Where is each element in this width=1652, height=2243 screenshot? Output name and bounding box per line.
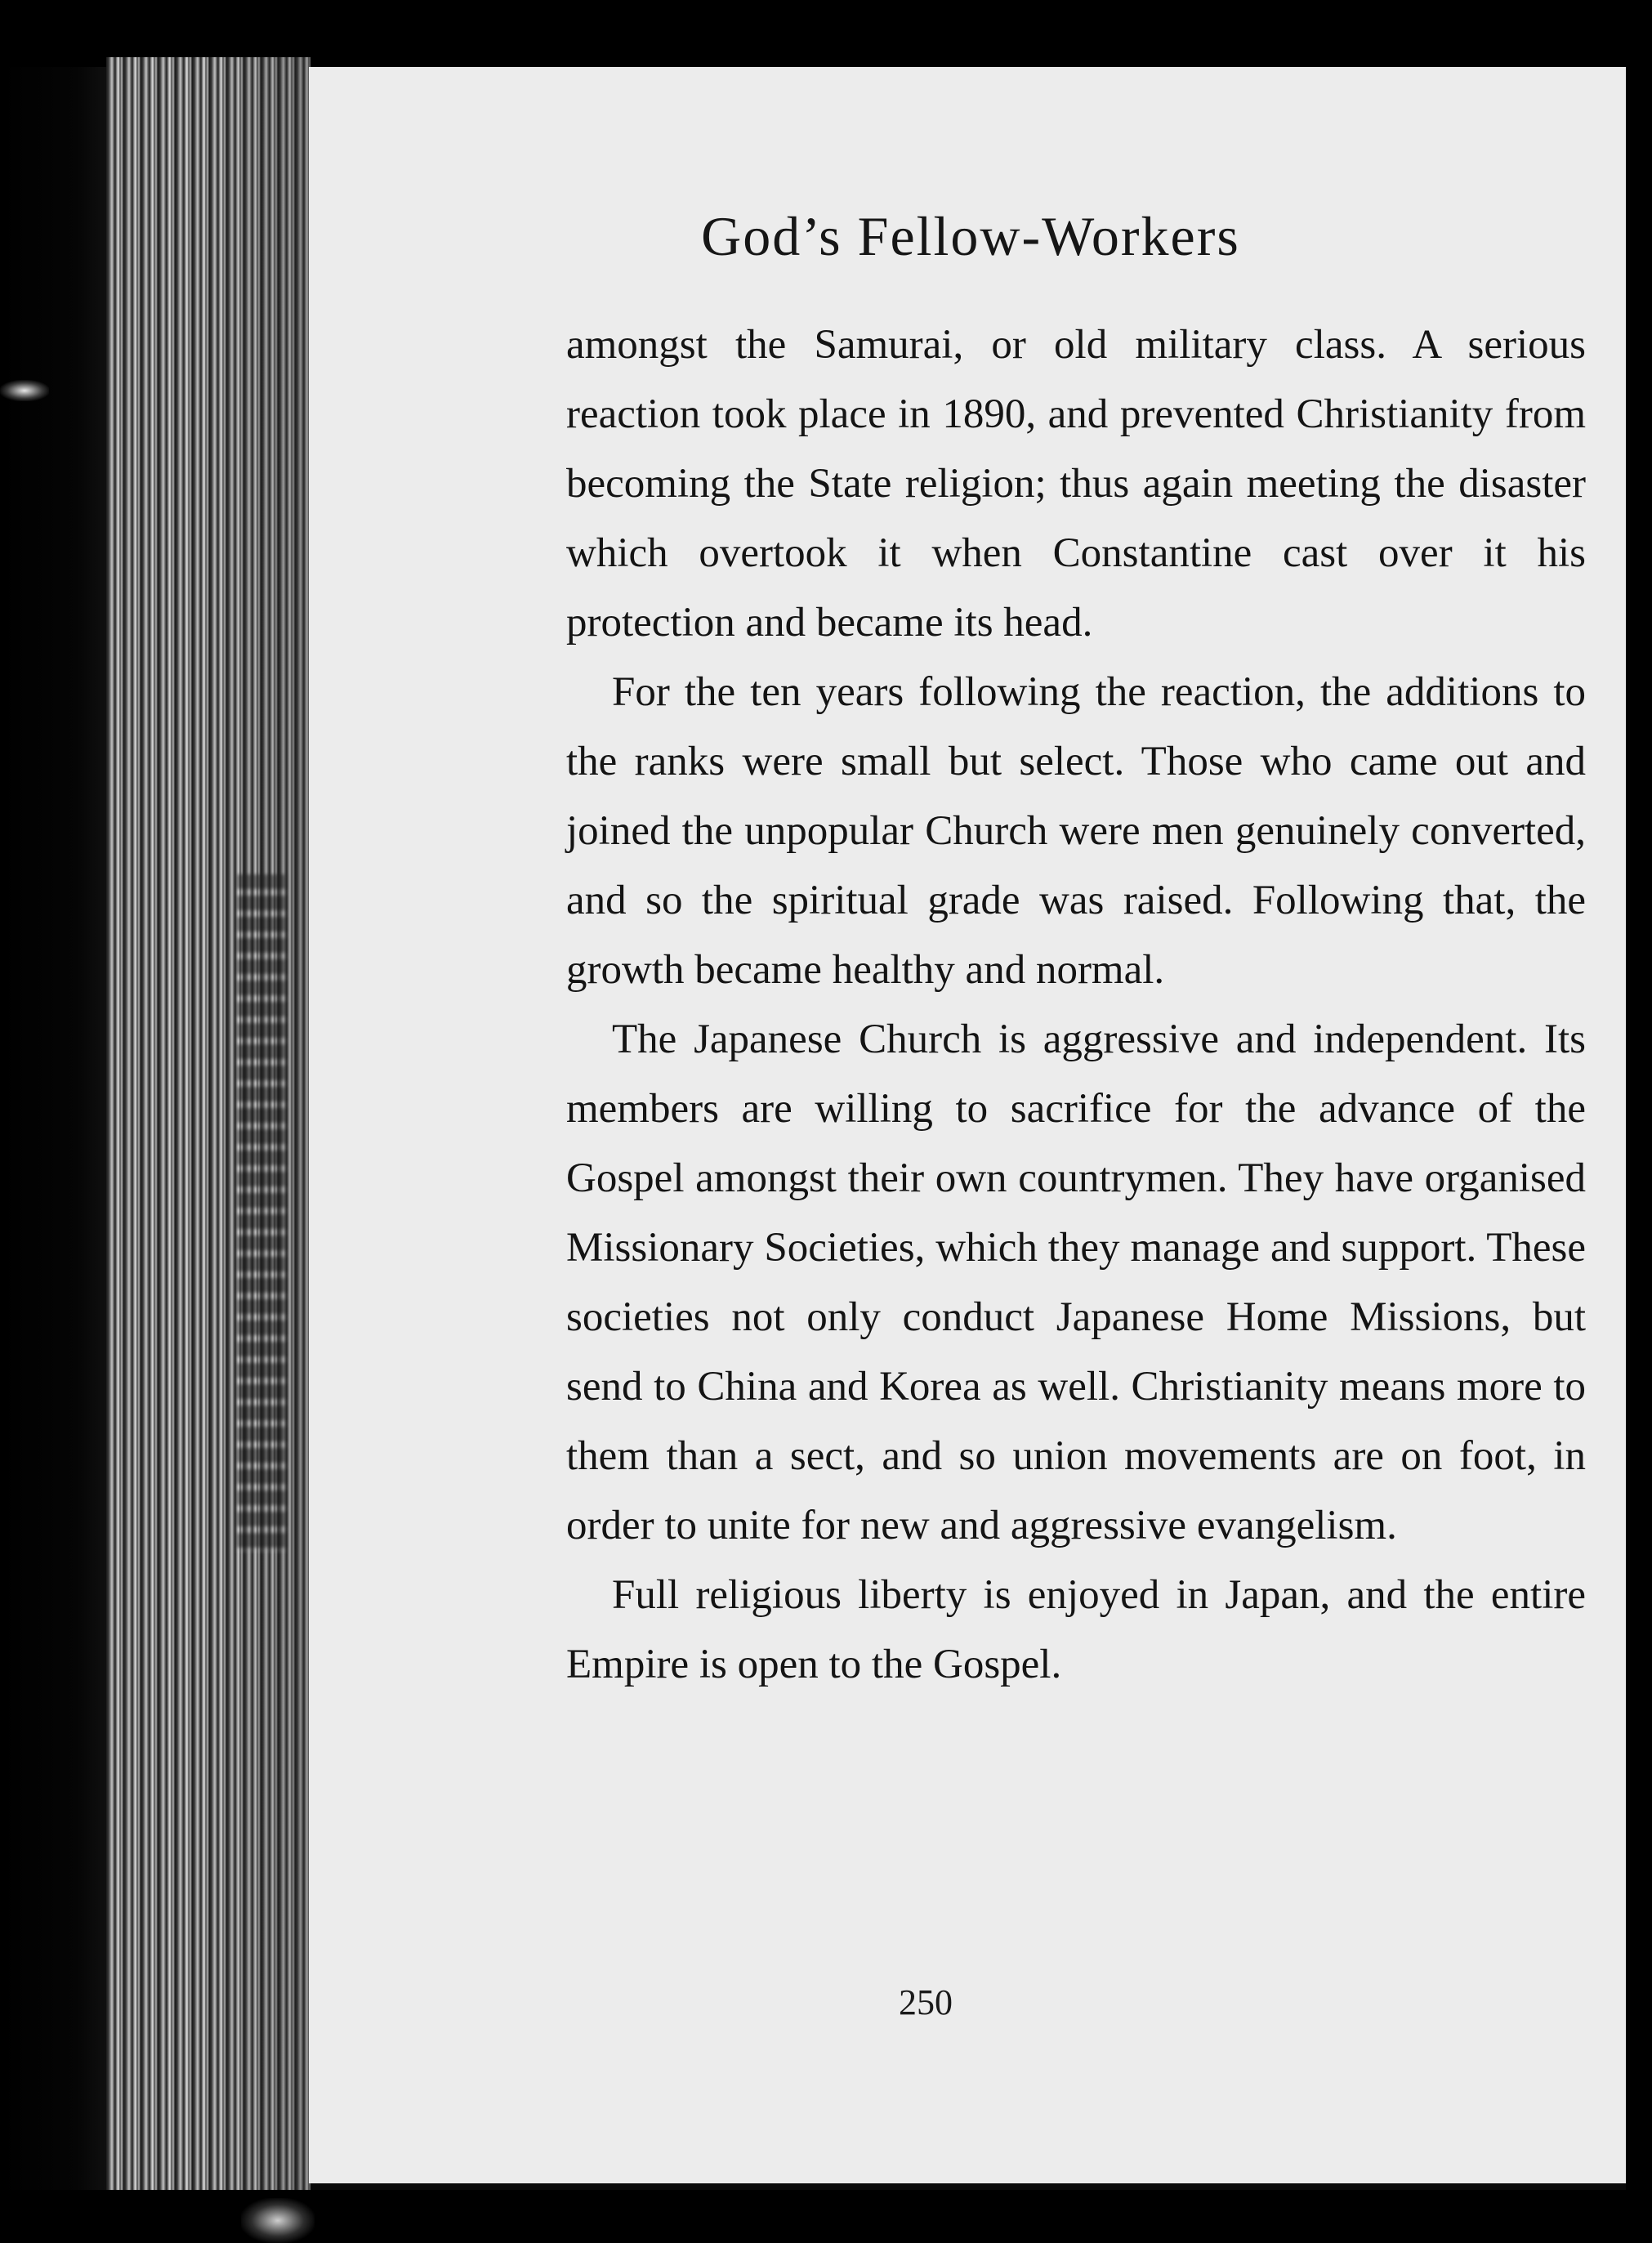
library-stamp-on-edge — [237, 874, 286, 1553]
scan-artifact — [0, 380, 49, 401]
page-number: 250 — [899, 1982, 953, 2022]
paragraph: Full religious liberty is enjoyed in Japan, and the entire Empire is open to the Gospel. — [566, 1572, 1586, 1687]
scan-artifact-bottom — [241, 2198, 315, 2243]
page-number-container — [309, 1982, 1632, 2023]
paragraph: For the ten years following the reaction, the additions to the ranks were small but select. Those who came out and joined the unpopular Church were men genuinely converted, and so the spiritual grade was raised. Following that, the growth became healthy and normal. — [566, 669, 1586, 993]
running-head: God’s Fellow-Workers — [701, 205, 1240, 267]
body-text — [566, 311, 1586, 1700]
paragraph: The Japanese Church is aggressive and independent. Its members are willing to sacrifice for the advance of the Gospel amongst their own countrymen. They have organised Missionary Societies, which they manage and support. These societies not only conduct Japanese Home Missions, but send to China and Korea as well. Christianity means more to them than a sect, and so union movements are on foot, in order to unite for new and aggressive evangelism. — [566, 1016, 1586, 1548]
paragraph: amongst the Samurai, or old military class. A serious reaction took place in 1890, and prevented Christianity from becoming the State religion; thus again meeting the disaster which overtook it when Constantine cast over it his protection and became its head. — [566, 322, 1586, 646]
scan-border-right — [1626, 67, 1652, 2243]
